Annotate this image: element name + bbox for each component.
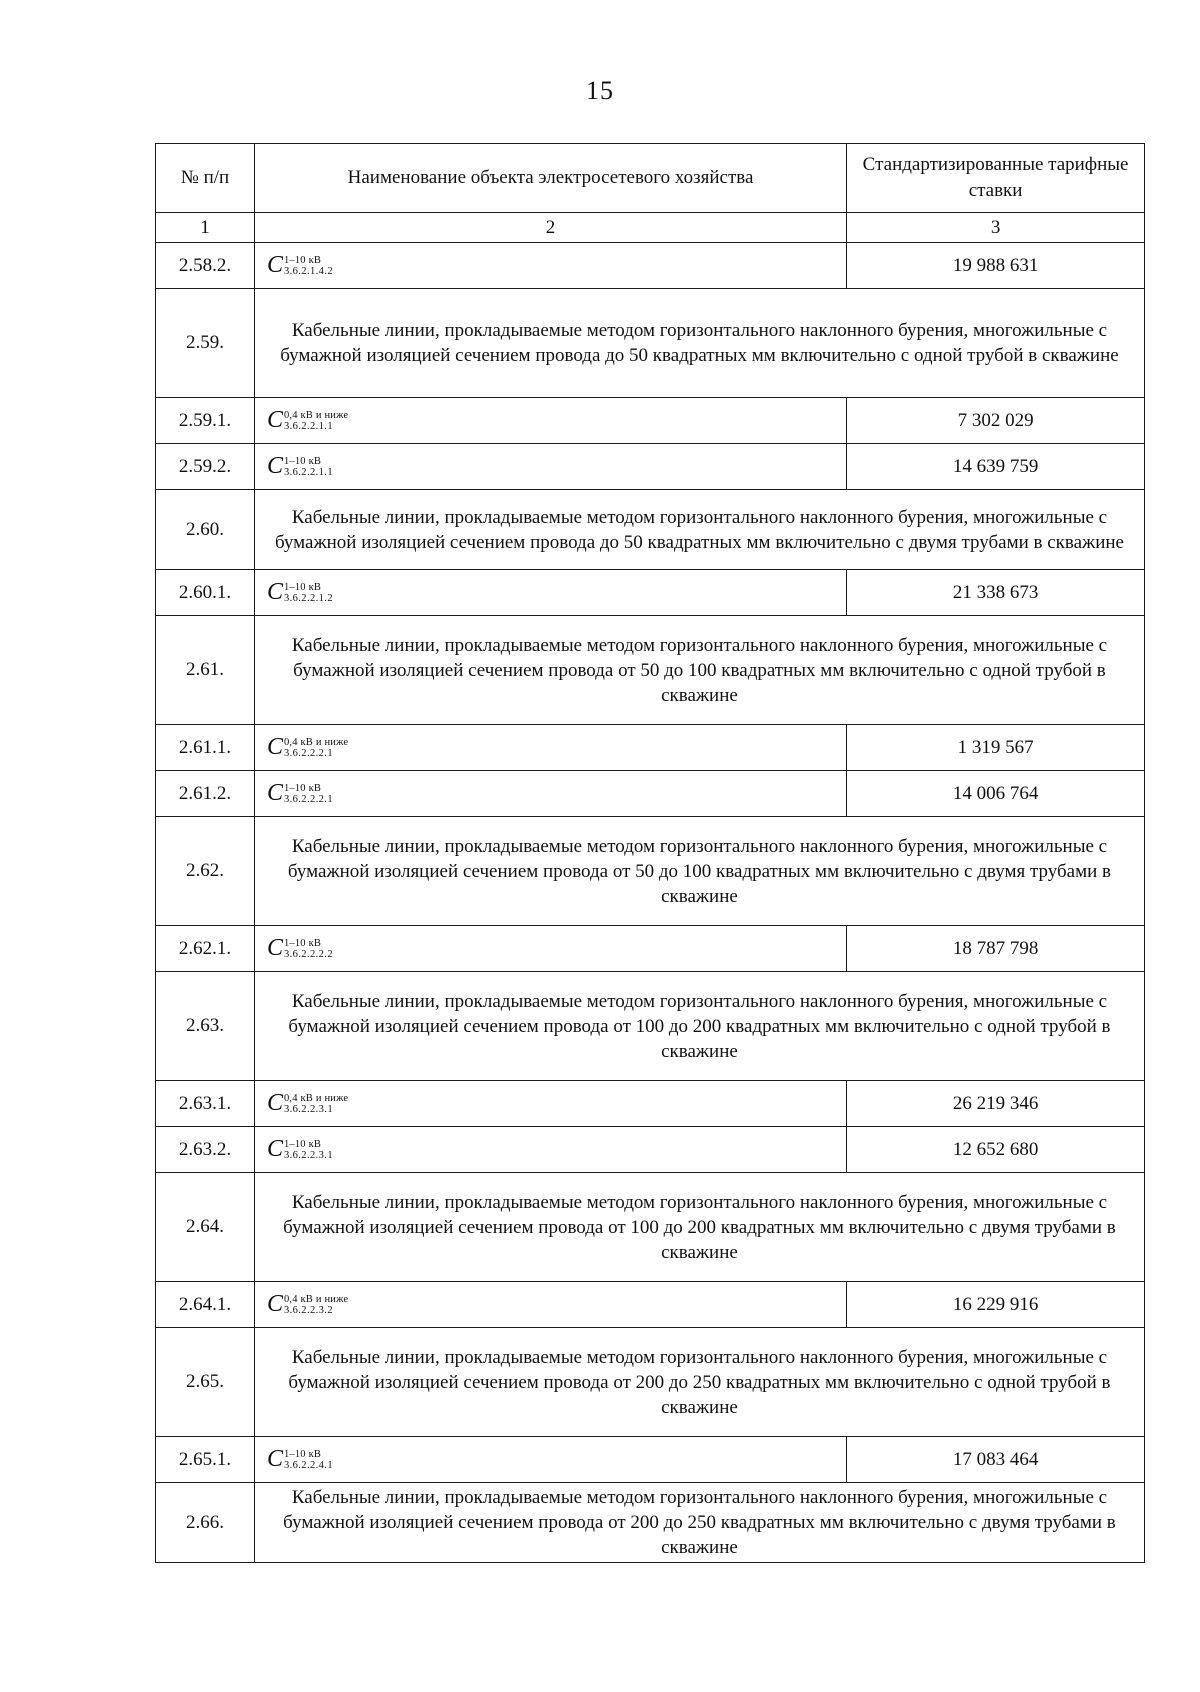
formula-subscript: 3.6.2.2.3.1 xyxy=(283,1104,333,1115)
formula-symbol: C xyxy=(266,935,283,961)
formula-subscript: 3.6.2.2.1.2 xyxy=(283,593,333,604)
tariff-value: 7 302 029 xyxy=(847,398,1145,444)
formula-subscript: 3.6.2.2.1.1 xyxy=(283,467,333,478)
table-row-group xyxy=(156,1173,1145,1282)
table-row xyxy=(156,243,1145,289)
tariff-value: 18 787 798 xyxy=(847,926,1145,972)
tariff-formula xyxy=(267,580,333,604)
tariff-value: 21 338 673 xyxy=(847,570,1145,616)
formula-cell xyxy=(254,398,846,444)
row-number: 2.65. xyxy=(156,1328,255,1437)
formula-cell xyxy=(254,926,846,972)
formula-cell xyxy=(254,1081,846,1127)
row-number: 2.66. xyxy=(156,1483,255,1563)
table-row xyxy=(156,771,1145,817)
tariff-formula xyxy=(267,1091,348,1115)
formula-symbol: C xyxy=(266,407,283,433)
table-row-group xyxy=(156,972,1145,1081)
row-number: 2.62. xyxy=(156,817,255,926)
formula-cell xyxy=(254,444,846,490)
table-body xyxy=(156,243,1145,1563)
column-number: 1 xyxy=(156,213,255,243)
table-row xyxy=(156,1081,1145,1127)
group-description: Кабельные линии, прокладываемые методом горизонтального наклонного бурения, многожильные с бумажной изоляцией сечением провода от 100 до 200 квадратных мм включительно с двумя трубами в скважине xyxy=(254,1173,1144,1282)
formula-symbol: C xyxy=(266,780,283,806)
formula-cell xyxy=(254,243,846,289)
table-row-group xyxy=(156,616,1145,725)
table-row-group xyxy=(156,289,1145,398)
header-object-name: Наименование объекта электросетевого хозяйства xyxy=(254,144,846,213)
row-number: 2.64. xyxy=(156,1173,255,1282)
formula-symbol: C xyxy=(266,453,283,479)
header-number: № п/п xyxy=(156,144,255,213)
group-description: Кабельные линии, прокладываемые методом горизонтального наклонного бурения, многожильные с бумажной изоляцией сечением провода до 50 квадратных мм включительно с одной трубой в скважине xyxy=(254,289,1144,398)
tariff-value: 17 083 464 xyxy=(847,1437,1145,1483)
group-description: Кабельные линии, прокладываемые методом горизонтального наклонного бурения, многожильные с бумажной изоляцией сечением провода от 50 до 100 квадратных мм включительно с одной трубой в скважине xyxy=(254,616,1144,725)
formula-subscript: 3.6.2.2.4.1 xyxy=(283,1460,333,1471)
formula-cell xyxy=(254,771,846,817)
formula-symbol: C xyxy=(266,1090,283,1116)
row-number: 2.64.1. xyxy=(156,1282,255,1328)
table-row-group xyxy=(156,1483,1145,1563)
tariff-value: 14 639 759 xyxy=(847,444,1145,490)
table-row xyxy=(156,398,1145,444)
formula-symbol: C xyxy=(266,1291,283,1317)
group-description: Кабельные линии, прокладываемые методом горизонтального наклонного бурения, многожильные с бумажной изоляцией сечением провода от 200 до 250 квадратных мм включительно с двумя трубами в скважине xyxy=(254,1483,1144,1563)
tariff-formula xyxy=(267,253,333,277)
tariff-formula xyxy=(267,1137,333,1161)
tariff-formula xyxy=(267,454,333,478)
formula-superscript: 0,4 кВ и ниже xyxy=(283,410,349,421)
formula-cell xyxy=(254,1127,846,1173)
formula-subscript: 3.6.2.1.4.2 xyxy=(283,266,333,277)
tariff-formula xyxy=(267,735,348,759)
formula-subscript: 3.6.2.2.2.1 xyxy=(283,748,333,759)
formula-superscript: 1–10 кВ xyxy=(283,255,322,266)
row-number: 2.63.2. xyxy=(156,1127,255,1173)
tariff-formula xyxy=(267,1447,333,1471)
group-description: Кабельные линии, прокладываемые методом горизонтального наклонного бурения, многожильные с бумажной изоляцией сечением провода от 100 до 200 квадратных мм включительно с одной трубой в скважине xyxy=(254,972,1144,1081)
formula-superscript: 1–10 кВ xyxy=(283,582,322,593)
tariff-formula xyxy=(267,1292,348,1316)
table-row xyxy=(156,926,1145,972)
formula-cell xyxy=(254,725,846,771)
table-row xyxy=(156,570,1145,616)
table-row xyxy=(156,444,1145,490)
tariff-value: 1 319 567 xyxy=(847,725,1145,771)
formula-superscript: 1–10 кВ xyxy=(283,938,322,949)
group-description: Кабельные линии, прокладываемые методом горизонтального наклонного бурения, многожильные с бумажной изоляцией сечением провода до 50 квадратных мм включительно с двумя трубами в скважине xyxy=(254,490,1144,570)
tariff-value: 12 652 680 xyxy=(847,1127,1145,1173)
table-header-row xyxy=(156,144,1145,213)
formula-subscript: 3.6.2.2.3.2 xyxy=(283,1305,333,1316)
formula-superscript: 1–10 кВ xyxy=(283,1139,322,1150)
row-number: 2.62.1. xyxy=(156,926,255,972)
formula-superscript: 0,4 кВ и ниже xyxy=(283,1093,349,1104)
formula-superscript: 1–10 кВ xyxy=(283,456,322,467)
row-number: 2.61. xyxy=(156,616,255,725)
tariff-table xyxy=(155,143,1145,1563)
row-number: 2.60.1. xyxy=(156,570,255,616)
row-number: 2.59.1. xyxy=(156,398,255,444)
formula-superscript: 1–10 кВ xyxy=(283,783,322,794)
tariff-value: 16 229 916 xyxy=(847,1282,1145,1328)
formula-symbol: C xyxy=(266,252,283,278)
row-number: 2.61.2. xyxy=(156,771,255,817)
group-description: Кабельные линии, прокладываемые методом горизонтального наклонного бурения, многожильные с бумажной изоляцией сечением провода от 50 до 100 квадратных мм включительно с двумя трубами в скважине xyxy=(254,817,1144,926)
table-row-group xyxy=(156,1328,1145,1437)
tariff-value: 26 219 346 xyxy=(847,1081,1145,1127)
table-row xyxy=(156,1437,1145,1483)
tariff-value: 19 988 631 xyxy=(847,243,1145,289)
formula-subscript: 3.6.2.2.2.2 xyxy=(283,949,333,960)
row-number: 2.63. xyxy=(156,972,255,1081)
table-row-group xyxy=(156,490,1145,570)
row-number: 2.58.2. xyxy=(156,243,255,289)
formula-subscript: 3.6.2.2.3.1 xyxy=(283,1150,333,1161)
formula-symbol: C xyxy=(266,1136,283,1162)
group-description: Кабельные линии, прокладываемые методом горизонтального наклонного бурения, многожильные с бумажной изоляцией сечением провода от 200 до 250 квадратных мм включительно с одной трубой в скважине xyxy=(254,1328,1144,1437)
row-number: 2.65.1. xyxy=(156,1437,255,1483)
table-row xyxy=(156,1282,1145,1328)
row-number: 2.59. xyxy=(156,289,255,398)
formula-cell xyxy=(254,1282,846,1328)
row-number: 2.61.1. xyxy=(156,725,255,771)
tariff-formula xyxy=(267,408,348,432)
row-number: 2.60. xyxy=(156,490,255,570)
formula-superscript: 0,4 кВ и ниже xyxy=(283,1294,349,1305)
formula-cell xyxy=(254,570,846,616)
tariff-formula xyxy=(267,781,333,805)
table-row-group xyxy=(156,817,1145,926)
table-row xyxy=(156,725,1145,771)
column-number: 2 xyxy=(254,213,846,243)
table-row xyxy=(156,1127,1145,1173)
tariff-formula xyxy=(267,936,333,960)
row-number: 2.63.1. xyxy=(156,1081,255,1127)
formula-superscript: 0,4 кВ и ниже xyxy=(283,737,349,748)
formula-superscript: 1–10 кВ xyxy=(283,1449,322,1460)
column-number: 3 xyxy=(847,213,1145,243)
column-number-row xyxy=(156,213,1145,243)
formula-subscript: 3.6.2.2.2.1 xyxy=(283,794,333,805)
formula-subscript: 3.6.2.2.1.1 xyxy=(283,421,333,432)
row-number: 2.59.2. xyxy=(156,444,255,490)
page-number: 15 xyxy=(586,76,614,105)
formula-symbol: C xyxy=(266,579,283,605)
formula-symbol: C xyxy=(266,1446,283,1472)
formula-symbol: C xyxy=(266,734,283,760)
formula-cell xyxy=(254,1437,846,1483)
tariff-value: 14 006 764 xyxy=(847,771,1145,817)
header-tariff-rates: Стандартизированные тарифные ставки xyxy=(847,144,1145,213)
